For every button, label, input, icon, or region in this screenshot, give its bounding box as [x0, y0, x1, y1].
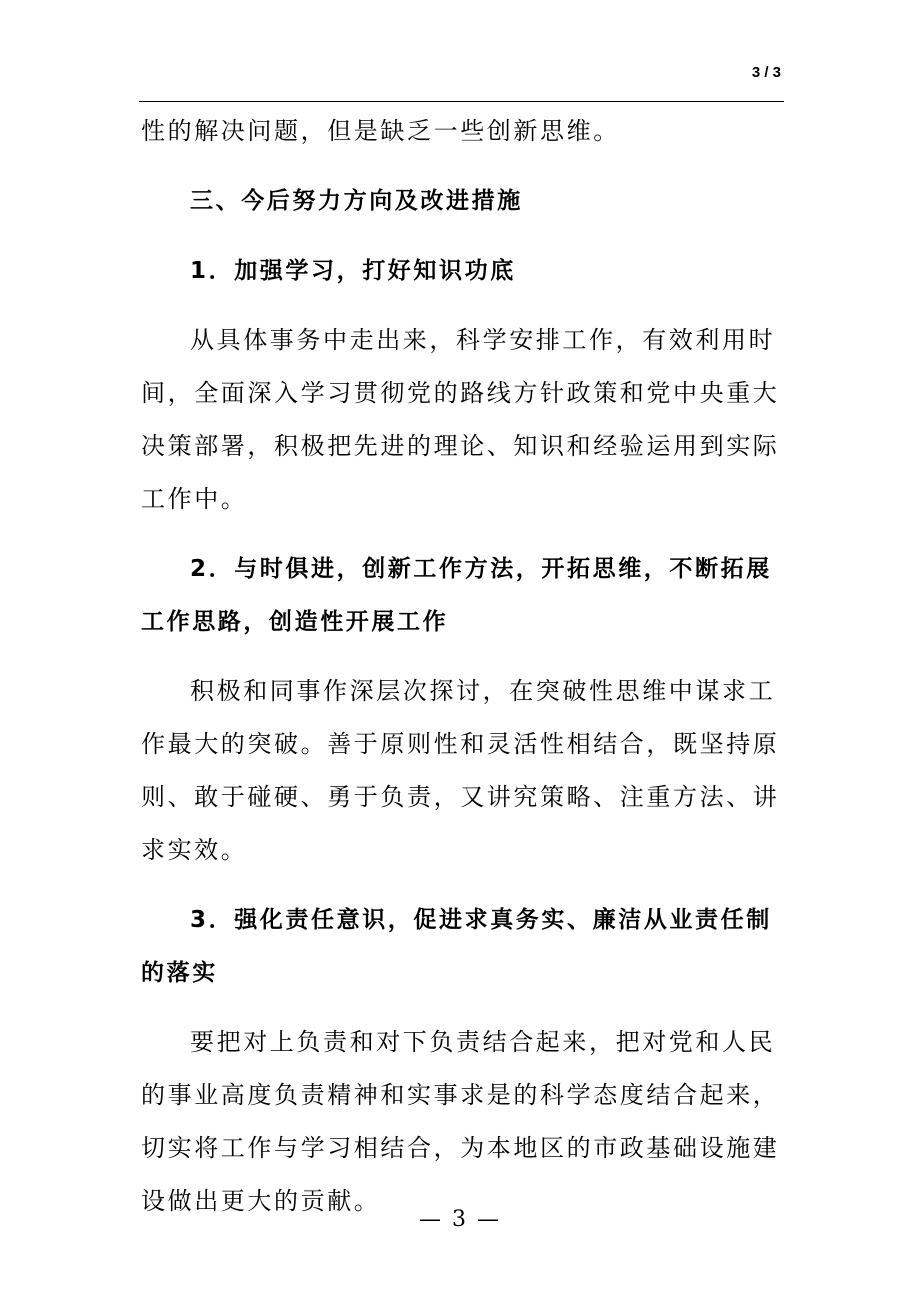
item-paragraph-3: 要把对上负责和对下负责结合起来，把对党和人民的事业高度负责精神和实事求是的科学态度结合起来，切实将工作与学习相结合，为本地区的市政基础设施建设做出更大的贡献。 — [141, 1028, 780, 1215]
page-counter: 3 / 3 — [751, 64, 781, 81]
section-heading: 三、今后努力方向及改进措施 — [190, 188, 523, 214]
item-heading-2: 2．与时俱进，创新工作方法，开拓思维，不断拓展工作思路，创造性开展工作 — [141, 556, 772, 635]
header-divider — [139, 101, 784, 102]
item-heading-3: 3．强化责任意识，促进求真务实、廉洁从业责任制的落实 — [141, 907, 772, 986]
item-paragraph-2: 积极和同事作深层次探讨，在突破性思维中谋求工作最大的突破。善于原则性和灵活性相结合，既坚持原则、敢于碰硬、勇于负责，又讲究策略、注重方法、讲求实效。 — [141, 677, 780, 864]
page-number: — 3 — — [419, 1207, 501, 1232]
document-body — [141, 105, 786, 1228]
continued-paragraph: 性的解决问题，但是缺乏一些创新思维。 — [141, 117, 620, 145]
item-paragraph-1: 从具体事务中走出来，科学安排工作，有效利用时间，全面深入学习贯彻党的路线方针政策和党中央重大决策部署，积极把先进的理论、知识和经验运用到实际工作中。 — [141, 326, 780, 513]
item-heading-1: 1．加强学习，打好知识功底 — [190, 258, 516, 284]
